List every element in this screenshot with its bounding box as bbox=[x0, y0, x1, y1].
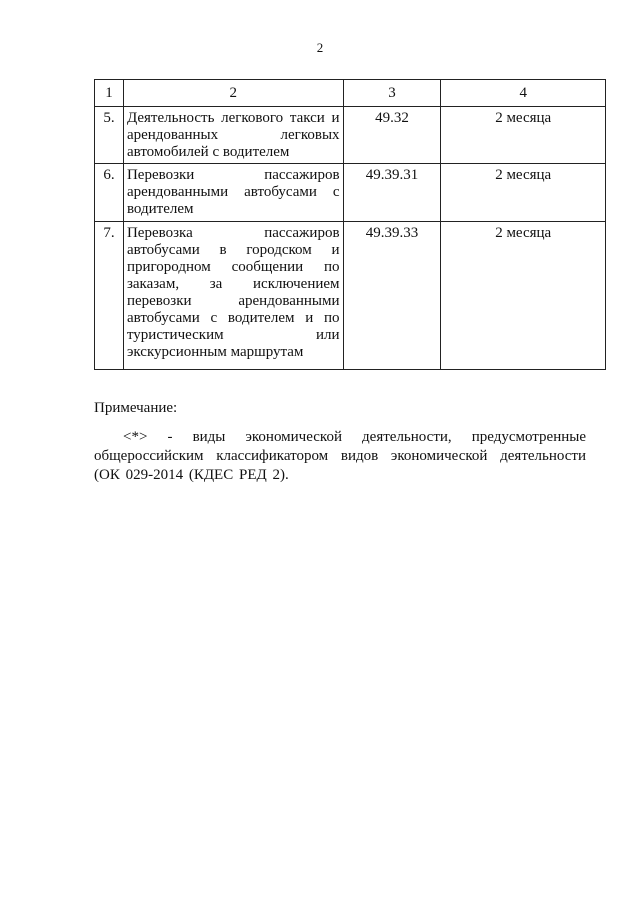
table-row bbox=[95, 222, 606, 370]
okved-code: 49.39.33 bbox=[343, 222, 441, 370]
activity-description: Перевозка пассажиров автобусами в городском и пригородном сообщении по заказам, за исключением перевозки арендованными автобусами с водителем и по туристическим или экскурсионным маршрутам bbox=[123, 222, 343, 370]
column-header: 4 bbox=[441, 80, 606, 107]
okved-code: 49.32 bbox=[343, 107, 441, 164]
table-row bbox=[95, 107, 606, 164]
activities-table bbox=[94, 79, 606, 370]
row-number: 6. bbox=[95, 164, 124, 222]
note-text: <*> - виды экономической деятельности, предусмотренные общероссийским классификатором видов экономической деятельности (ОК 029-2014 (КДЕС РЕД 2). bbox=[94, 429, 586, 483]
note-label: Примечание: bbox=[94, 400, 178, 416]
table-header-row bbox=[95, 80, 606, 107]
activity-description: Деятельность легкового такси и арендованных легковых автомобилей с водителем bbox=[123, 107, 343, 164]
row-number: 7. bbox=[95, 222, 124, 370]
column-header: 1 bbox=[95, 80, 124, 107]
column-header: 3 bbox=[343, 80, 441, 107]
table-row bbox=[95, 164, 606, 222]
term-value: 2 месяца bbox=[441, 222, 606, 370]
activity-description: Перевозки пассажиров арендованными автобусами с водителем bbox=[123, 164, 343, 222]
row-number: 5. bbox=[95, 107, 124, 164]
term-value: 2 месяца bbox=[441, 164, 606, 222]
okved-code: 49.39.31 bbox=[343, 164, 441, 222]
term-value: 2 месяца bbox=[441, 107, 606, 164]
column-header: 2 bbox=[123, 80, 343, 107]
page-number: 2 bbox=[316, 40, 324, 55]
